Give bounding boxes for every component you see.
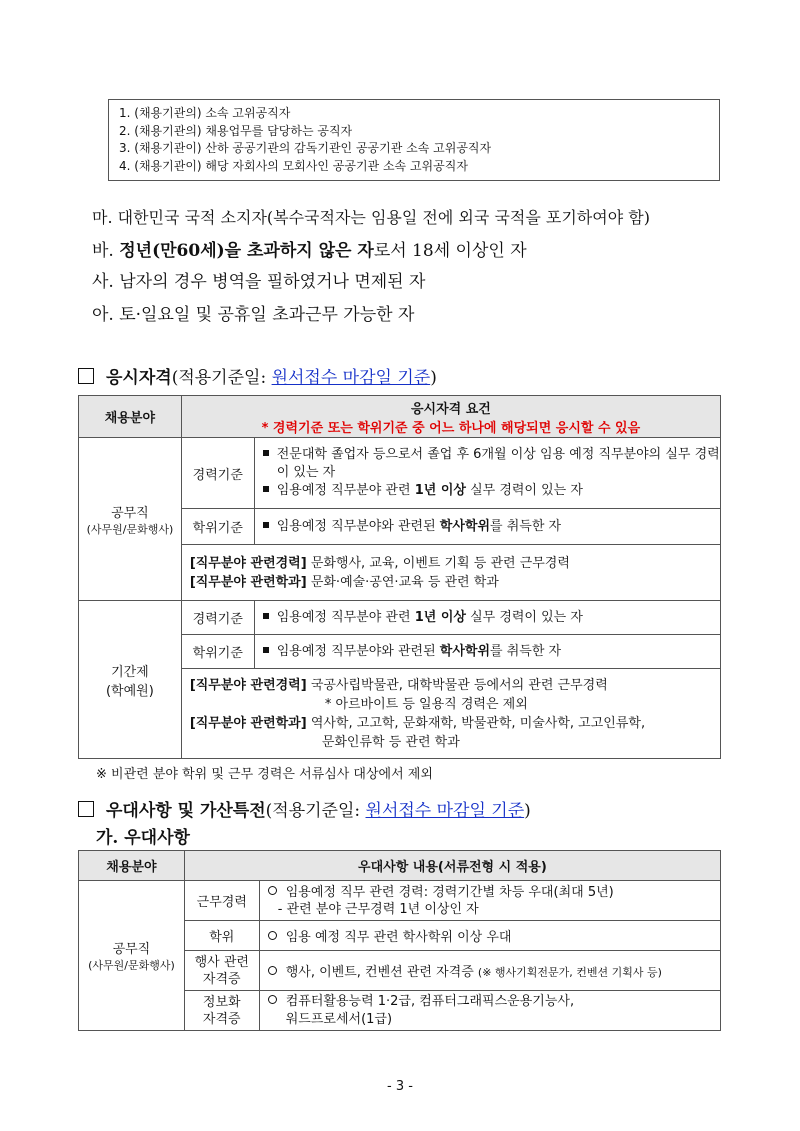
requirement-sa: 사. 남자의 경우 병역을 필하였거나 면제된 자 <box>92 272 426 292</box>
bullet-icon <box>263 522 269 528</box>
circle-bullet-icon <box>268 995 277 1004</box>
pref-line-note: (※ 행사기획전문가, 컨벤션 기획사 등) <box>477 966 662 979</box>
related-major-label: [직무분야 관련학과] <box>189 715 307 731</box>
career2-item <box>255 609 720 627</box>
degree-label: 학위기준 <box>181 509 254 545</box>
section-title-bold: 응시자격 <box>106 368 172 388</box>
degree2-item <box>255 643 720 661</box>
career2-label: 경력기준 <box>181 601 254 635</box>
header-req-title: 응시자격 요건 <box>410 401 491 417</box>
related-notes-1 <box>181 545 720 601</box>
note-item: 2. (채용기관의) 채용업무를 담당하는 공직자 <box>119 123 353 138</box>
page-number: - 3 - <box>387 1079 413 1094</box>
pref-label-line1: 행사 관련 <box>194 954 249 970</box>
section-title-paren-open: (적용기준일: <box>265 801 366 821</box>
career-item-1 <box>255 446 720 482</box>
preference-table <box>78 850 721 1031</box>
pref-label: 근무경력 <box>184 881 259 921</box>
footnote: ※ 비관련 분야 학위 및 근무 경력은 서류심사 대상에서 제외 <box>96 767 433 782</box>
pref-label-line2: 자격증 <box>202 1011 241 1027</box>
related-major-2 <box>190 714 720 733</box>
pref-label: 학위 <box>184 921 259 951</box>
bullet-icon <box>263 647 269 653</box>
field-gongmujik <box>79 881 185 1031</box>
career2-suffix: 실무 경력이 있는 자 <box>465 609 583 625</box>
career-label: 경력기준 <box>181 438 254 509</box>
requirement-a: 아. 토·일요일 및 공휴일 초과근무 가능한 자 <box>92 305 415 325</box>
degree-item-prefix: 임용예정 직무분야와 관련된 <box>276 518 440 534</box>
related-major-text: 역사학, 고고학, 문화재학, 박물관학, 미술사학, 고고인류학, <box>306 715 646 731</box>
pref-line-text: 컴퓨터활용능력 1·2급, 컴퓨터그래픽스운용기능사, <box>285 993 575 1009</box>
section-preference-title <box>78 796 531 821</box>
related-career-2 <box>190 676 720 695</box>
degree2-bold: 학사학위 <box>439 643 491 659</box>
career-item-2-bold: 1년 이상 <box>414 483 466 498</box>
field-sub: (사무원/문화행사) <box>88 959 175 972</box>
note-item: 4. (채용기관이) 해당 자회사의 모회사인 공공기관 소속 고위공직자 <box>119 158 468 173</box>
field-name: 기간제 <box>111 664 149 680</box>
requirement-ba <box>92 236 527 261</box>
section-title-link[interactable]: 원서접수 마감일 기준 <box>365 801 525 821</box>
note-item: 3. (채용기관이) 산하 공공기관의 감독기관인 공공기관 소속 고위공직자 <box>119 141 492 155</box>
requirement-ma: 마. 대한민국 국적 소지자(복수국적자는 임용일 전에 외국 국적을 포기하여야 함) <box>92 208 650 227</box>
related-career-1 <box>190 554 720 573</box>
header-req-note: * 경력기준 또는 학위기준 중 어느 하나에 해당되면 응시할 수 있음 <box>261 420 641 436</box>
related-major-text: 문화·예술·공연·교육 등 관련 학과 <box>306 574 499 590</box>
pref-content <box>259 991 720 1031</box>
degree-item-bold: 학사학위 <box>439 518 491 534</box>
degree2-suffix: 를 취득한 자 <box>490 643 562 659</box>
field-name: 공무직 <box>112 942 151 957</box>
header-field: 채용분야 <box>79 396 182 438</box>
section-title-paren-close: ) <box>524 801 531 821</box>
pref-line <box>268 884 720 901</box>
related-career-label: [직무분야 관련경력] <box>189 677 307 693</box>
degree2-criteria <box>254 635 720 669</box>
note-item: 1. (채용기관의) 소속 고위공직자 <box>119 106 291 120</box>
career-criteria <box>254 438 720 509</box>
pref-line <box>268 993 720 1011</box>
related-career-label: [직무분야 관련경력] <box>189 555 307 571</box>
pref-line-text: 임용예정 직무 관련 경력: 경력기간별 차등 우대(최대 5년) <box>285 884 614 900</box>
related-career-text: 국공사립박물관, 대학박물관 등에서의 관련 근무경력 <box>306 677 608 693</box>
field-sub: (사무원/문화행사) <box>86 522 174 536</box>
note-box <box>108 99 720 181</box>
header-requirements <box>181 396 720 438</box>
header-field: 채용분야 <box>79 851 185 881</box>
degree-item <box>255 518 720 536</box>
degree-item-suffix: 를 취득한 자 <box>490 518 562 534</box>
sub-title: 가. 우대사항 <box>96 828 190 848</box>
career2-criteria <box>254 601 720 635</box>
related-career-text: 문화행사, 교육, 이벤트 기획 등 관련 근무경력 <box>306 555 570 571</box>
related-career-exclusion: * 아르바이트 등 일용직 경력은 제외 <box>324 696 528 712</box>
pref-label-line1: 정보화 <box>202 994 241 1010</box>
requirement-ba-prefix: 바. <box>92 241 120 261</box>
related-notes-2 <box>181 669 720 759</box>
degree2-prefix: 임용예정 직무분야와 관련된 <box>276 643 440 659</box>
degree-criteria <box>254 509 720 545</box>
bullet-icon <box>263 486 269 492</box>
field-sub: (학예원) <box>105 683 154 699</box>
requirement-ba-bold: 정년(만60세)을 초과하지 않은 자 <box>119 241 374 261</box>
related-major-text-cont: 문화인류학 등 관련 학과 <box>321 734 460 750</box>
bullet-icon <box>263 613 269 619</box>
career-item-2-prefix: 임용예정 직무분야 관련 <box>276 483 415 498</box>
section-title-link[interactable]: 원서접수 마감일 기준 <box>271 368 431 388</box>
section-title-bold: 우대사항 및 가산특전 <box>106 801 266 821</box>
pref-line-text: 임용 예정 직무 관련 학사학위 이상 우대 <box>285 930 512 945</box>
career-item-2 <box>255 482 720 500</box>
field-gongmujik <box>79 438 182 601</box>
related-major-label: [직무분야 관련학과] <box>189 574 307 590</box>
circle-bullet-icon <box>268 966 277 975</box>
pref-subline: 워드프로세서(1급) <box>285 1011 393 1027</box>
section-preference-sub <box>96 823 190 848</box>
checkbox-square-icon <box>78 368 94 384</box>
career-item-1-text: 전문대학 졸업자 등으로서 졸업 후 6개월 이상 임용 예정 직무분야의 실무 경력이 있는 자 <box>276 447 720 480</box>
career2-prefix: 임용예정 직무분야 관련 <box>276 609 415 625</box>
section-eligibility-title <box>78 363 437 388</box>
career-item-2-suffix: 실무 경력이 있는 자 <box>465 483 583 498</box>
degree2-label: 학위기준 <box>181 635 254 669</box>
field-gigan <box>79 601 182 759</box>
pref-label-line2: 자격증 <box>202 971 241 987</box>
eligibility-table <box>78 395 721 759</box>
field-name: 공무직 <box>111 505 149 521</box>
checkbox-square-icon <box>78 801 94 817</box>
section-title-paren-close: ) <box>430 368 437 388</box>
pref-content <box>259 881 720 921</box>
pref-content <box>259 921 720 951</box>
pref-label <box>184 991 259 1031</box>
career2-bold: 1년 이상 <box>414 609 466 625</box>
circle-bullet-icon <box>268 931 277 940</box>
related-major-1 <box>190 573 720 592</box>
requirement-ba-suffix: 로서 18세 이상인 자 <box>373 241 527 261</box>
bullet-icon <box>263 450 269 456</box>
pref-subline: - 관련 분야 근무경력 1년 이상인 자 <box>277 901 479 917</box>
section-title-paren-open: (적용기준일: <box>171 368 272 388</box>
pref-line-text: 행사, 이벤트, 컨벤션 관련 자격증 <box>285 965 478 980</box>
pref-label <box>184 951 259 991</box>
pref-content <box>259 951 720 991</box>
circle-bullet-icon <box>268 886 277 895</box>
header-content: 우대사항 내용(서류전형 시 적용) <box>184 851 720 881</box>
